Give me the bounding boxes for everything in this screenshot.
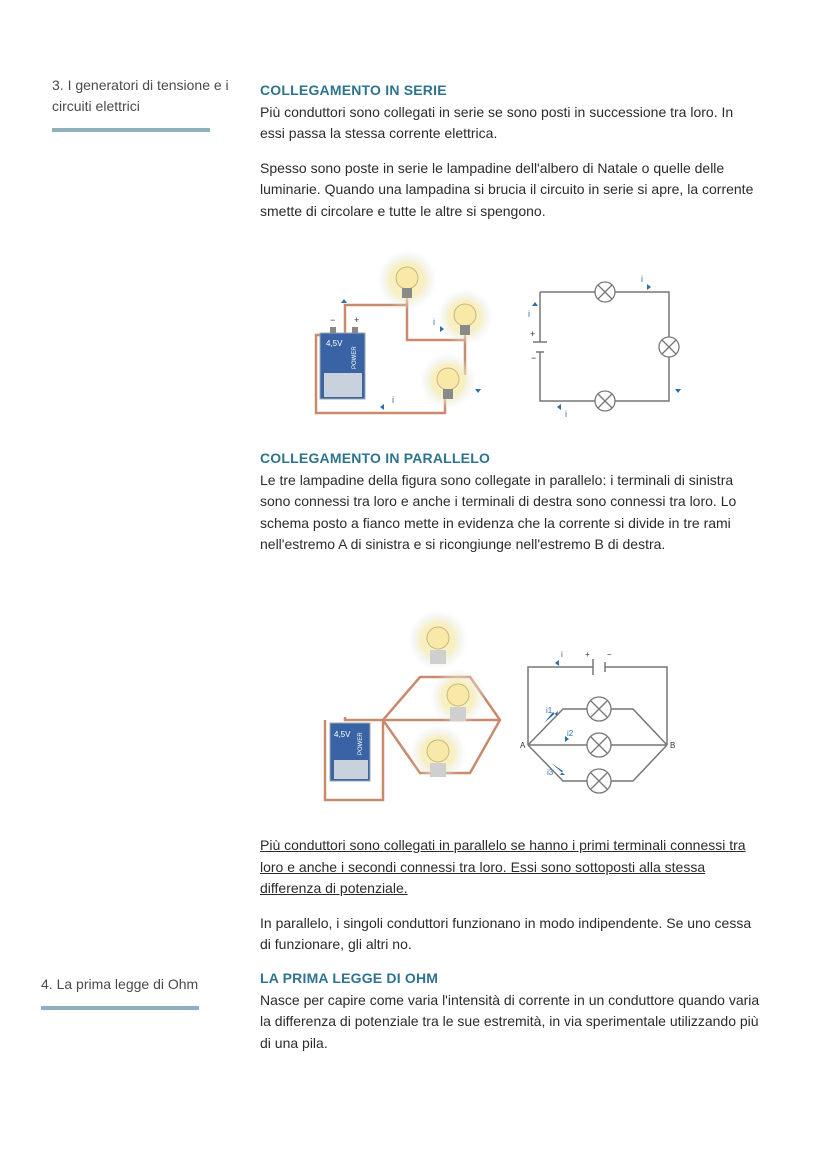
svg-text:−: −	[330, 315, 336, 325]
parallelo-section	[260, 448, 760, 556]
parallelo-schematic-lamps	[587, 697, 611, 793]
parallelo-bulb-2	[430, 669, 486, 725]
serie-paragraph-1: Più conduttori sono collegati in serie se sono posti in successione tra loro. In essi passa la stessa corrente elettrica.	[260, 103, 734, 141]
serie-bulb-3	[420, 353, 476, 409]
serie-schematic	[533, 292, 669, 401]
svg-text:B: B	[670, 741, 676, 750]
serie-battery	[320, 315, 365, 399]
parallelo-bulb-3	[410, 725, 466, 781]
serie-section	[260, 80, 760, 222]
ohm-section	[260, 968, 760, 1054]
ohm-heading: LA PRIMA LEGGE DI OHM	[260, 970, 439, 986]
serie-heading: COLLEGAMENTO IN SERIE	[260, 82, 447, 98]
svg-text:+: +	[530, 329, 536, 339]
svg-text:−: −	[531, 353, 537, 363]
serie-bulb-1	[377, 250, 437, 310]
parallelo-heading: COLLEGAMENTO IN PARALLELO	[260, 450, 491, 466]
parallelo-bulb-1	[408, 610, 468, 670]
parallelo-paragraph-3: In parallelo, i singoli conduttori funzionano in modo indipendente. Se uno cessa di funzionare, gli altri no.	[260, 914, 752, 952]
svg-text:i: i	[641, 274, 643, 284]
svg-text:4,5V: 4,5V	[334, 730, 351, 739]
parallelo-battery	[330, 723, 370, 781]
svg-text:4,5V: 4,5V	[326, 339, 343, 348]
svg-text:i: i	[433, 317, 435, 327]
svg-text:i: i	[565, 409, 567, 419]
ohm-paragraph-1: Nasce per capire come varia l'intensità di corrente in un conduttore quando varia la differenza di potenziale tra le sue estremità, in via sperimentale utilizzando più di una pila.	[260, 991, 760, 1051]
parallelo-figure	[315, 605, 695, 815]
svg-text:+: +	[354, 315, 360, 325]
svg-text:i: i	[528, 309, 530, 319]
serie-figure	[300, 245, 700, 425]
serie-paragraph-2: Spesso sono poste in serie le lampadine dell'albero di Natale o quelle delle luminarie. Quando una lampadina si brucia il circuito in serie si apre, la corrente smette di circolare e tutte le altre si spengono.	[260, 159, 754, 219]
parallelo-definition	[260, 835, 760, 956]
svg-text:A: A	[520, 741, 526, 750]
svg-text:i: i	[561, 650, 563, 659]
svg-text:i: i	[392, 395, 394, 405]
section-3-divider	[52, 128, 210, 132]
section-4-divider	[41, 1006, 199, 1010]
parallelo-paragraph-1: Le tre lampadine della figura sono collegate in parallelo: i terminali di sinistra sono connessi tra loro e anche i terminali di destra sono connessi tra loro. Lo schema posto a fianco mette in evidenza che la corrente si divide in tre rami nell'estremo A di sinistra e si ricongiunge nell'estremo B di destra.	[260, 471, 737, 552]
svg-text:i3: i3	[547, 768, 554, 777]
svg-text:i1: i1	[546, 706, 553, 715]
svg-text:i2: i2	[567, 729, 574, 738]
serie-bulb-2	[437, 289, 493, 345]
svg-text:POWER: POWER	[358, 732, 364, 755]
svg-text:POWER: POWER	[352, 346, 358, 369]
section-4-title: 4. La prima legge di Ohm	[41, 976, 199, 992]
parallelo-paragraph-2: Più conduttori sono collegati in parallelo se hanno i primi terminali connessi tra loro e anche i secondi connessi tra loro. Essi sono sottoposti alla stessa differenza di potenziale.	[260, 837, 746, 896]
svg-text:−: −	[607, 650, 612, 659]
svg-text:+: +	[585, 650, 590, 659]
section-3-title: 3. I generatori di tensione e i circuiti elettrici	[52, 77, 229, 114]
serie-schematic-lamps	[595, 282, 679, 411]
